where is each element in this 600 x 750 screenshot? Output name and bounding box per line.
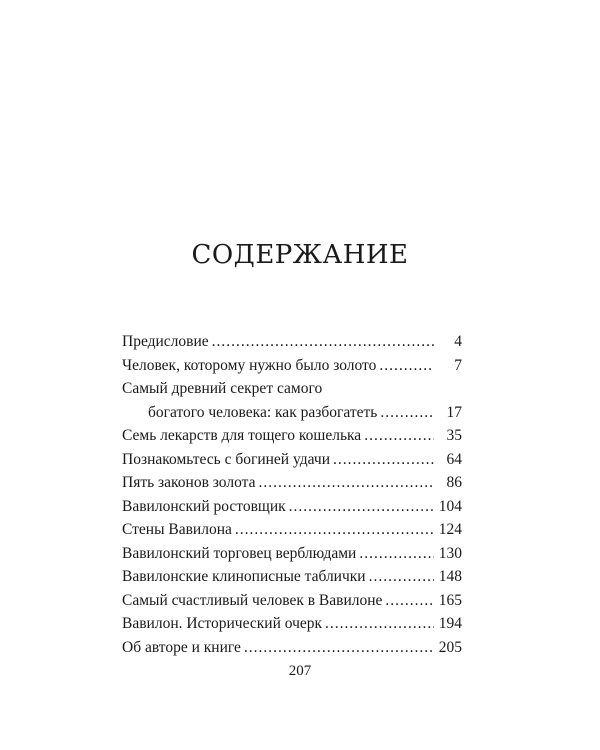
dot-leader bbox=[364, 427, 434, 445]
toc-entry bbox=[122, 592, 462, 616]
toc-entry-title: Вавилонский ростовщик bbox=[122, 497, 286, 515]
toc-entry bbox=[122, 357, 462, 381]
toc-entry-title: Человек, которому нужно было золото bbox=[122, 356, 377, 374]
toc-entry-title-line2: богатого человека: как разбогатеть bbox=[148, 403, 378, 421]
toc-entry-page: 194 bbox=[438, 615, 462, 632]
toc-entry bbox=[122, 333, 462, 357]
toc-entry bbox=[122, 639, 462, 663]
toc-entry-page: 205 bbox=[438, 638, 462, 656]
toc-entry bbox=[122, 568, 462, 592]
toc-entry bbox=[122, 427, 462, 451]
dot-leader bbox=[379, 357, 434, 375]
toc-entry bbox=[122, 615, 462, 639]
toc-entry bbox=[122, 451, 462, 475]
dot-leader bbox=[235, 521, 434, 539]
page-title: СОДЕРЖАНИЕ bbox=[191, 240, 409, 270]
toc-entry bbox=[122, 521, 462, 545]
toc-entry-title: Вавилонские клинописные таблички bbox=[122, 568, 366, 585]
toc-entry-title: Об авторе и книге bbox=[122, 638, 241, 656]
toc-entry-title-line1: Самый древний секрет самого bbox=[122, 380, 323, 397]
toc-entry-title: Вавилонский торговец верблюдами bbox=[122, 544, 357, 562]
toc-entry-page: 7 bbox=[454, 356, 462, 374]
toc-entry-page: 35 bbox=[446, 427, 462, 444]
toc-entry-page: 130 bbox=[438, 544, 462, 562]
dot-leader bbox=[325, 615, 434, 633]
dot-leader bbox=[244, 639, 434, 657]
toc-entry bbox=[122, 498, 462, 522]
dot-leader bbox=[289, 498, 434, 516]
toc-entry bbox=[122, 545, 462, 569]
dot-leader bbox=[385, 592, 434, 610]
dot-leader bbox=[258, 474, 434, 492]
dot-leader bbox=[369, 568, 434, 586]
toc-entry-page: 64 bbox=[446, 450, 462, 468]
toc-entry-title: Пять законов золота bbox=[122, 474, 256, 491]
toc-entry-title: Познакомьтесь с богиней удачи bbox=[122, 450, 330, 468]
dot-leader bbox=[380, 404, 434, 422]
toc-entry bbox=[122, 380, 462, 427]
dot-leader bbox=[333, 451, 434, 469]
toc-entry-page: 148 bbox=[438, 568, 462, 585]
toc-entry-title: Вавилон. Исторический очерк bbox=[122, 615, 323, 632]
toc-entry-page: 104 bbox=[438, 497, 462, 515]
dot-leader bbox=[212, 333, 434, 351]
toc-entry-page: 4 bbox=[454, 333, 462, 350]
dot-leader bbox=[359, 545, 434, 563]
toc-entry-title: Семь лекарств для тощего кошелька bbox=[122, 427, 362, 444]
toc-entry-page: 17 bbox=[446, 403, 462, 421]
toc-entry-page: 124 bbox=[438, 521, 462, 538]
toc-entry bbox=[122, 474, 462, 498]
toc-entry-page: 165 bbox=[438, 591, 462, 609]
page-number: 207 bbox=[288, 663, 312, 679]
toc-entry-title: Предисловие bbox=[122, 333, 209, 350]
toc-entry-title: Стены Вавилона bbox=[122, 521, 232, 538]
toc-entry-title: Самый счастливый человек в Вавилоне bbox=[122, 591, 383, 609]
toc-entry-page: 86 bbox=[446, 474, 462, 491]
table-of-contents bbox=[122, 333, 462, 662]
